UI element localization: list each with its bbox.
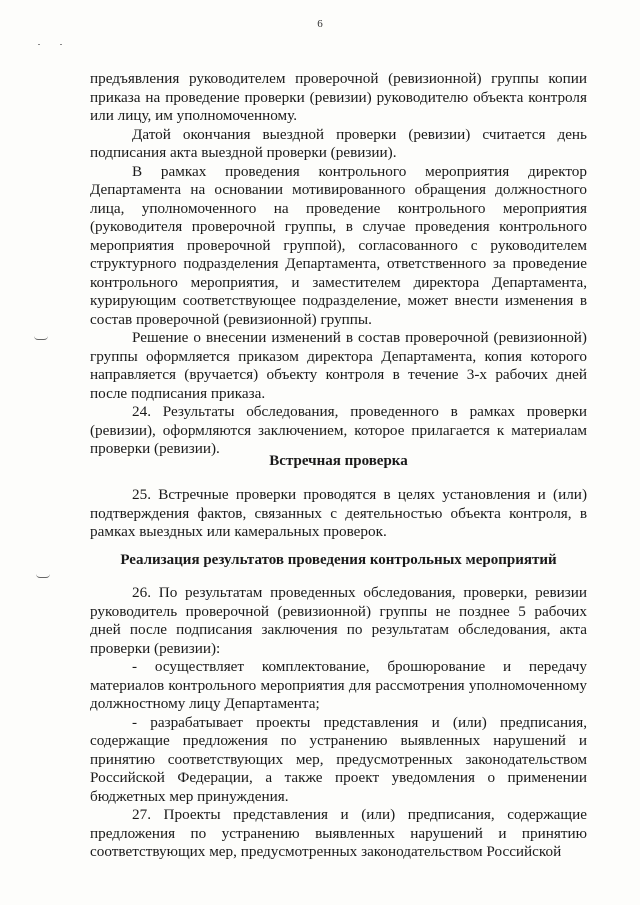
- scan-dot: [60, 44, 62, 45]
- paragraph: В рамках проведения контрольного мероприятия директор Департамента на основании мотивированного обращения должностного лица, уполномоченного на проведение контрольного мероприятия (руководителя проверочной группы, в случае проведения контрольного мероприятия проверочной группой), согласованного с руководителем структурного подразделения Департамента, ответственного за проведение контрольного мероприятия, и заместителем директора Департамента, курирующим соответствующее подразделение, может внести изменения в состав проверочной (ревизионной) группы.: [90, 162, 587, 328]
- paragraph: предъявления руководителем проверочной (ревизионной) группы копии приказа на проведение проверки (ревизии) руководителю объекта контроля или лицу, им уполномоченному.: [90, 70, 587, 124]
- heading-container-1: [90, 452, 587, 471]
- paragraph: 27. Проекты представления и (или) предписания, содержащие предложения по устранению выявленных нарушений и принятию соответствующих мер, предусмотренных законодательством Российской: [90, 806, 587, 860]
- page-number: 6: [317, 18, 323, 30]
- scan-mark: [36, 574, 50, 578]
- body-section-1: [90, 70, 587, 459]
- paragraph: Датой окончания выездной проверки (ревизии) считается день подписания акта выездной проверки (ревизии).: [90, 125, 587, 161]
- paragraph: Решение о внесении изменений в состав проверочной (ревизионной) группы оформляется приказом директора Департамента, копия которого направляется (вручается) объекту контроля в течение 3-х рабочих дней после подписания приказа.: [90, 329, 587, 402]
- body-section-3: [90, 584, 587, 862]
- section-heading: Встречная проверка: [269, 453, 408, 469]
- paragraph: 25. Встречные проверки проводятся в целях установления и (или) подтверждения фактов, связанных с деятельностью объекта контроля, в рамках выездных или камеральных проверок.: [90, 486, 587, 540]
- list-item: - осуществляет комплектование, брошюрование и передачу материалов контрольного мероприятия для рассмотрения уполномоченному должностному лицу Департамента;: [90, 658, 587, 712]
- scan-dot: [38, 44, 40, 45]
- paragraph: 24. Результаты обследования, проведенного в рамках проверки (ревизии), оформляются заключением, которое прилагается к материалам проверки (ревизии).: [90, 403, 587, 457]
- scan-mark: [34, 336, 48, 340]
- heading-container-2: [90, 551, 587, 570]
- section-heading: Реализация результатов проведения контрольных мероприятий: [120, 552, 557, 568]
- body-section-2: [90, 486, 587, 542]
- list-item: - разрабатывает проекты представления и (или) предписания, содержащие предложения по устранению выявленных нарушений и принятию соответствующих мер, предусмотренных законодательством Российской Федерации, а также проект уведомления о применении бюджетных мер принуждения.: [90, 713, 587, 805]
- paragraph: 26. По результатам проведенных обследования, проверки, ревизии руководитель проверочной (ревизионной) группы не позднее 5 рабочих дней после подписания заключения по результатам обследования, акта проверки (ревизии):: [90, 584, 587, 657]
